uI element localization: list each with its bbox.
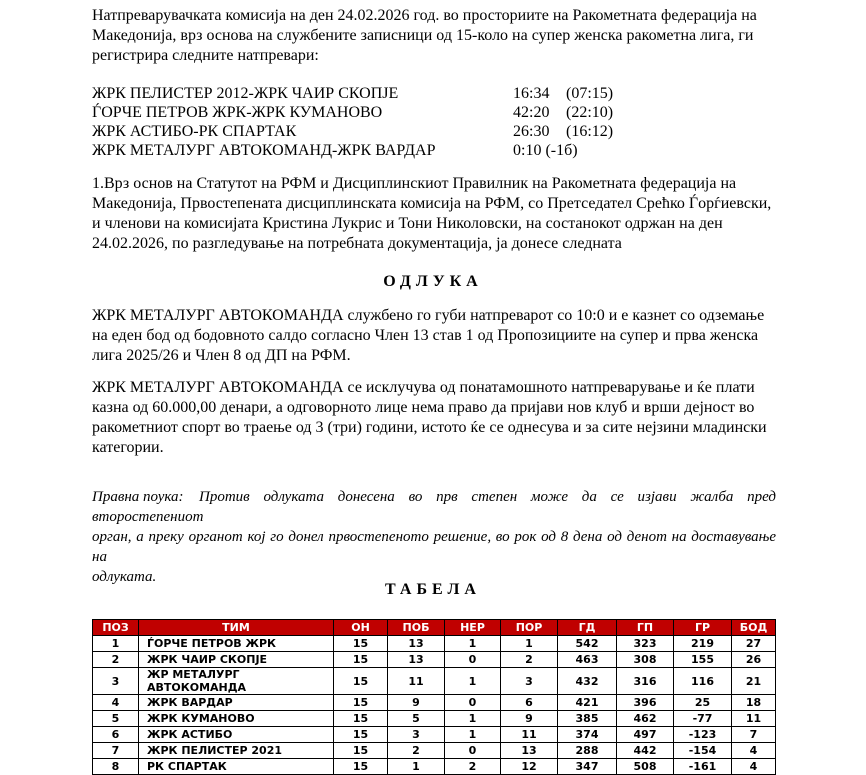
column-header-team: ТИМ	[139, 620, 334, 636]
cell-points: 7	[732, 727, 776, 743]
cell-wins: 1	[388, 759, 445, 775]
match-halftime: (22:10)	[566, 104, 614, 121]
legal-notice-text: Против одлуката донесена во прв степен може да се изјави жалба пред второстепениот	[92, 489, 776, 525]
cell-goals-for: 463	[558, 652, 617, 668]
cell-position: 4	[93, 695, 139, 711]
match-result	[92, 122, 652, 141]
cell-wins: 5	[388, 711, 445, 727]
decision-line: на еден бод од бодовното салдо согласно Член 13 став 1 од Пропозициите на супер и прва женска	[92, 327, 759, 344]
cell-team: ЖРК ВАРДАР	[139, 695, 334, 711]
cell-goals-against: 497	[617, 727, 674, 743]
cell-played: 15	[334, 668, 388, 695]
cell-goal-difference: 155	[674, 652, 732, 668]
cell-team: ЖРК АСТИБО	[139, 727, 334, 743]
cell-points: 26	[732, 652, 776, 668]
table-heading: ТАБЕЛА	[385, 581, 481, 598]
cell-goal-difference: -123	[674, 727, 732, 743]
cell-team: ЖРК ПЕЛИСТЕР 2021	[139, 743, 334, 759]
legal-notice	[92, 487, 776, 587]
cell-losses: 9	[501, 711, 558, 727]
cell-losses: 6	[501, 695, 558, 711]
column-header-goal-difference: ГР	[674, 620, 732, 636]
column-header-wins: ПОБ	[388, 620, 445, 636]
cell-goals-against: 442	[617, 743, 674, 759]
cell-goals-against: 308	[617, 652, 674, 668]
cell-points: 11	[732, 711, 776, 727]
cell-goals-against: 508	[617, 759, 674, 775]
standings-body	[93, 636, 776, 775]
table-row	[93, 759, 776, 775]
cell-position: 1	[93, 636, 139, 652]
cell-position: 7	[93, 743, 139, 759]
match-result	[92, 103, 652, 122]
legal-notice-line: одлуката.	[92, 569, 157, 585]
column-header-losses: ПОР	[501, 620, 558, 636]
decision-line: лига 2025/26 и Член 8 од ДП на РФМ.	[92, 347, 351, 364]
column-header-draws: НЕР	[445, 620, 501, 636]
basis-line: Македонија, Првостепената дисциплинската комисија на РФМ, со Претседател Срећко Ѓорѓиевски,	[92, 195, 772, 212]
table-row	[93, 636, 776, 652]
match-score: 26:30	[513, 123, 550, 140]
cell-points: 4	[732, 743, 776, 759]
intro-line: Натпреварувачката комисија на ден 24.02.2026 год. во просториите на Ракометната федерација на	[92, 7, 757, 24]
match-results-list	[92, 84, 652, 160]
intro-line: Македонија, врз основа на службените записници од 15-коло на супер женска ракометна лига, ги	[92, 27, 754, 44]
decision-line: категории.	[92, 439, 164, 456]
cell-goal-difference: -77	[674, 711, 732, 727]
cell-goals-for: 288	[558, 743, 617, 759]
decision-paragraph-2	[92, 378, 776, 458]
cell-losses: 3	[501, 668, 558, 695]
match-teams: ЖРК ПЕЛИСТЕР 2012-ЖРК ЧАИР СКОПЈЕ	[92, 85, 399, 102]
table-row	[93, 711, 776, 727]
cell-wins: 2	[388, 743, 445, 759]
cell-goals-for: 542	[558, 636, 617, 652]
cell-goal-difference: 116	[674, 668, 732, 695]
legal-notice-line: орган, а преку органот кој го донел првостепеното решение, во рок од 8 дена од денот на доставување на	[92, 529, 776, 565]
column-header-points: БОД	[732, 620, 776, 636]
cell-wins: 9	[388, 695, 445, 711]
cell-losses: 13	[501, 743, 558, 759]
cell-losses: 12	[501, 759, 558, 775]
decision-heading: ОДЛУКА	[383, 273, 483, 290]
cell-draws: 1	[445, 727, 501, 743]
decision-line: ракометниот спорт во траење од 3 (три) години, истото ќе се однесува и за сите нејзини младински	[92, 419, 767, 436]
table-row	[93, 652, 776, 668]
cell-position: 5	[93, 711, 139, 727]
cell-team: ЖРК КУМАНОВО	[139, 711, 334, 727]
cell-goals-for: 432	[558, 668, 617, 695]
match-teams: ЃОРЧЕ ПЕТРОВ ЖРК-ЖРК КУМАНОВО	[92, 104, 383, 121]
decision-line: ЖРК МЕТАЛУРГ АВТОКОМАНДА службено го губи натпреварот со 10:0 и е казнет со одземање	[92, 307, 765, 324]
cell-points: 18	[732, 695, 776, 711]
cell-goal-difference: 25	[674, 695, 732, 711]
cell-goal-difference: -161	[674, 759, 732, 775]
cell-goals-against: 323	[617, 636, 674, 652]
cell-played: 15	[334, 743, 388, 759]
cell-wins: 13	[388, 652, 445, 668]
cell-position: 3	[93, 668, 139, 695]
decision-line: ЖРК МЕТАЛУРГ АВТОКОМАНДА се исклучува од понатамошното натпреварување и ќе плати	[92, 379, 755, 396]
basis-line: и членови на комисијата Кристина Лукрис и Тони Николовски, на состанокот одржан на ден	[92, 215, 723, 232]
cell-goals-for: 421	[558, 695, 617, 711]
column-header-goals-against: ГП	[617, 620, 674, 636]
cell-team: ЖРК ЧАИР СКОПЈЕ	[139, 652, 334, 668]
intro-line: регистрира следните натпревари:	[92, 47, 319, 64]
cell-goals-against: 462	[617, 711, 674, 727]
cell-team: ЃОРЧЕ ПЕТРОВ ЖРК	[139, 636, 334, 652]
cell-played: 15	[334, 727, 388, 743]
cell-draws: 0	[445, 743, 501, 759]
cell-draws: 1	[445, 668, 501, 695]
match-teams: ЖРК МЕТАЛУРГ АВТОКОМАНД-ЖРК ВАРДАР	[92, 142, 436, 159]
basis-paragraph	[92, 174, 776, 254]
cell-position: 8	[93, 759, 139, 775]
match-teams: ЖРК АСТИБО-РК СПАРТАК	[92, 123, 297, 140]
match-halftime: (07:15)	[566, 85, 614, 102]
legal-notice-line	[92, 487, 776, 527]
cell-losses: 2	[501, 652, 558, 668]
cell-played: 15	[334, 759, 388, 775]
column-header-position: ПОЗ	[93, 620, 139, 636]
decision-paragraph-1	[92, 306, 776, 366]
legal-notice-label: Правна поука:	[92, 489, 184, 505]
table-row	[93, 668, 776, 695]
cell-goals-for: 374	[558, 727, 617, 743]
cell-draws: 0	[445, 652, 501, 668]
standings-header-row	[93, 620, 776, 636]
match-result	[92, 141, 652, 160]
basis-line: 1.Врз основ на Статутот на РФМ и Дисциплинскиот Правилник на Ракометната федерација на	[92, 175, 737, 192]
cell-goals-for: 347	[558, 759, 617, 775]
match-score: 0:10 (-1б)	[513, 142, 578, 159]
cell-played: 15	[334, 695, 388, 711]
match-score: 16:34	[513, 85, 550, 102]
cell-goal-difference: 219	[674, 636, 732, 652]
cell-wins: 11	[388, 668, 445, 695]
cell-draws: 0	[445, 695, 501, 711]
cell-team: РК СПАРТАК	[139, 759, 334, 775]
table-row	[93, 727, 776, 743]
match-halftime: (16:12)	[566, 123, 614, 140]
column-header-goals-for: ГД	[558, 620, 617, 636]
cell-position: 2	[93, 652, 139, 668]
cell-losses: 1	[501, 636, 558, 652]
column-header-played: ОН	[334, 620, 388, 636]
decision-line: казна од 60.000,00 денари, а одговорното лице нема право да пријави нов клуб и врши дејност во	[92, 399, 755, 416]
cell-points: 4	[732, 759, 776, 775]
intro-paragraph	[92, 6, 776, 66]
cell-team: ЖР МЕТАЛУРГ АВТОКОМАНДА	[139, 668, 334, 695]
table-row	[93, 743, 776, 759]
cell-goals-for: 385	[558, 711, 617, 727]
cell-position: 6	[93, 727, 139, 743]
cell-points: 27	[732, 636, 776, 652]
cell-draws: 1	[445, 711, 501, 727]
cell-played: 15	[334, 711, 388, 727]
cell-draws: 2	[445, 759, 501, 775]
match-score: 42:20	[513, 104, 550, 121]
cell-goals-against: 396	[617, 695, 674, 711]
cell-goal-difference: -154	[674, 743, 732, 759]
cell-draws: 1	[445, 636, 501, 652]
cell-goals-against: 316	[617, 668, 674, 695]
cell-wins: 3	[388, 727, 445, 743]
standings-table	[92, 619, 776, 775]
cell-wins: 13	[388, 636, 445, 652]
cell-points: 21	[732, 668, 776, 695]
cell-played: 15	[334, 652, 388, 668]
match-result	[92, 84, 652, 103]
cell-losses: 11	[501, 727, 558, 743]
basis-line: 24.02.2026, по разгледување на потребната документација, ја донесе следната	[92, 235, 622, 252]
table-row	[93, 695, 776, 711]
cell-played: 15	[334, 636, 388, 652]
